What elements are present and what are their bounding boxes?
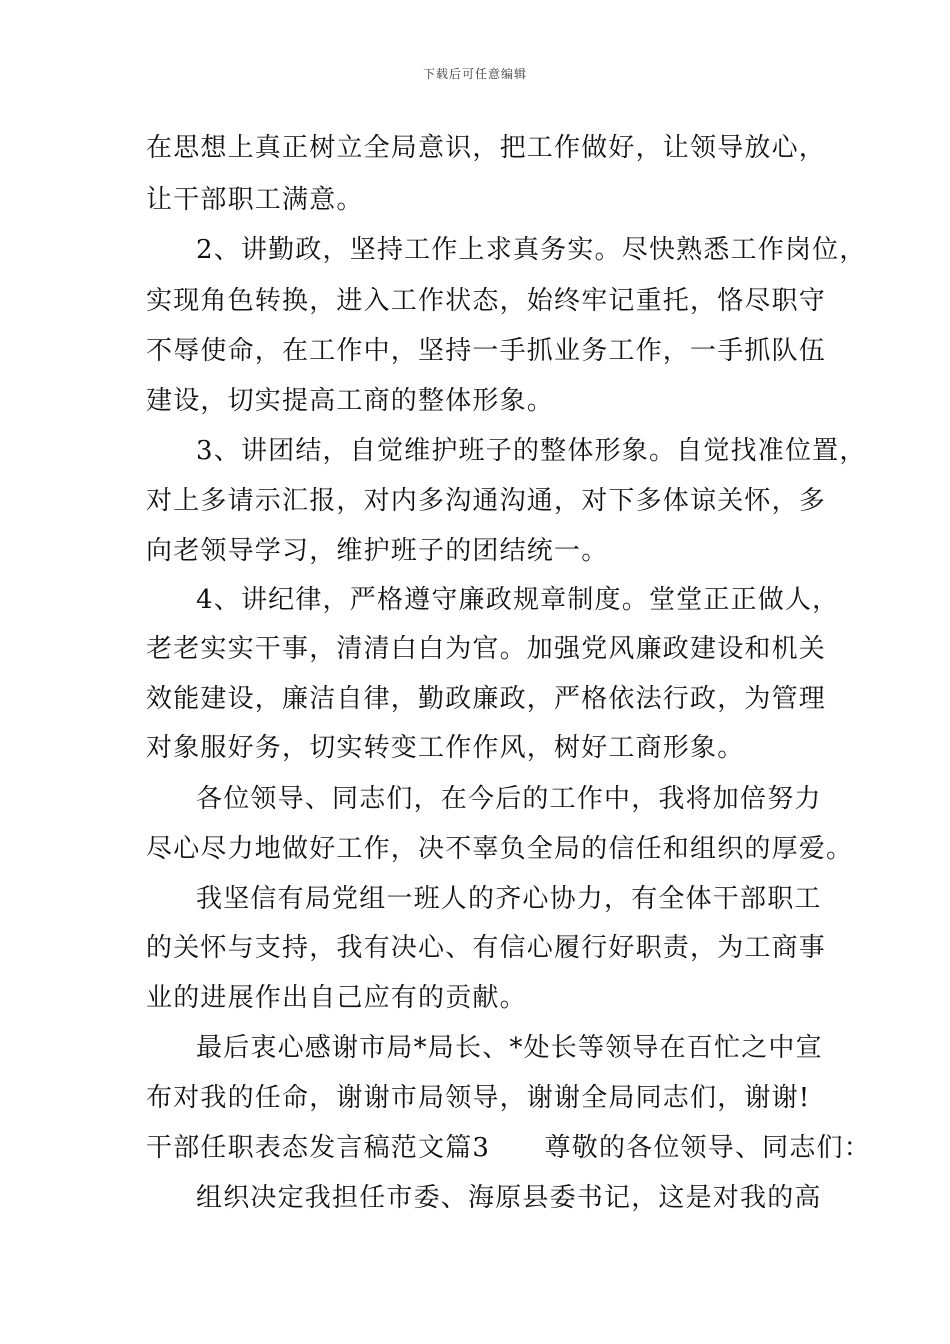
text-line: 3、讲团结，自觉维护班子的整体形象。自觉找准位置， <box>196 436 867 466</box>
text-line: 不辱使命，在工作中，坚持一手抓业务工作，一手抓队伍 <box>146 336 827 366</box>
section-heading-line: 干部任职表态发言稿范文篇3 尊敬的各位领导、同志们： <box>146 1133 871 1163</box>
text-line: 各位领导、同志们，在今后的工作中，我将加倍努力 <box>196 784 822 814</box>
text-line: 对上多请示汇报，对内多沟通沟通，对下多体谅关怀，多 <box>146 486 827 516</box>
text-line: 业的进展作出自己应有的贡献。 <box>146 983 527 1013</box>
page-header: 下载后可任意编辑 <box>422 67 527 81</box>
text-line: 效能建设，廉洁自律，勤政廉政，严格依法行政，为管理 <box>146 684 827 714</box>
text-line: 在思想上真正树立全局意识，把工作做好，让领导放心， <box>146 133 827 163</box>
text-line: 向老领导学习，维护班子的团结统一。 <box>146 536 609 566</box>
text-line: 我坚信有局党组一班人的齐心协力，有全体干部职工 <box>196 884 822 914</box>
text-line: 对象服好务，切实转变工作作风，树好工商形象。 <box>146 733 745 763</box>
text-line: 老老实实干事，清清白白为官。加强党风廉政建设和机关 <box>146 634 827 664</box>
text-line: 实现角色转换，进入工作状态，始终牢记重托，恪尽职守 <box>146 286 827 316</box>
text-line: 尽心尽力地做好工作，决不辜负全局的信任和组织的厚爱。 <box>146 834 854 864</box>
text-line: 的关怀与支持，我有决心、有信心履行好职责，为工商事 <box>146 933 827 963</box>
text-line: 建设，切实提高工商的整体形象。 <box>146 386 555 416</box>
text-line: 组织决定我担任市委、海原县委书记，这是对我的高 <box>196 1183 822 1213</box>
text-line: 最后衷心感谢市局*局长、*处长等领导在百忙之中宣 <box>196 1033 823 1063</box>
text-line: 让干部职工满意。 <box>146 185 364 215</box>
text-line: 2、讲勤政，坚持工作上求真务实。尽快熟悉工作岗位， <box>196 235 867 265</box>
text-line: 布对我的任命，谢谢市局领导，谢谢全局同志们，谢谢! <box>146 1083 811 1113</box>
text-line: 4、讲纪律，严格遵守廉政规章制度。堂堂正正做人， <box>196 585 840 615</box>
